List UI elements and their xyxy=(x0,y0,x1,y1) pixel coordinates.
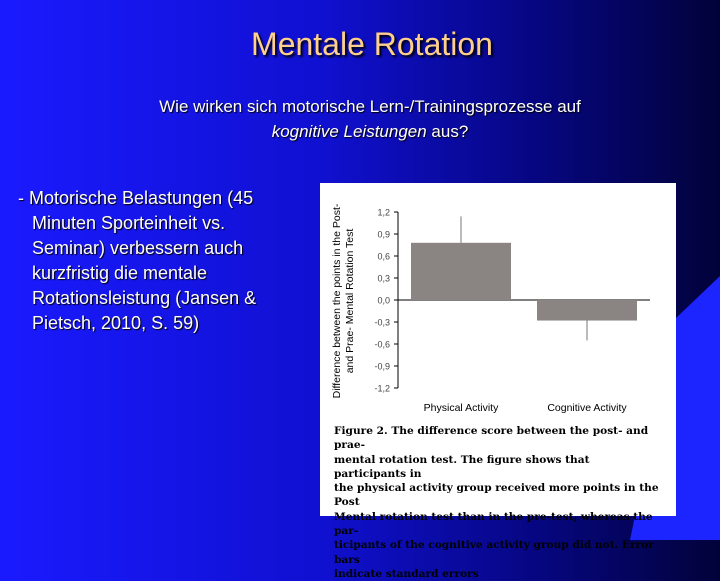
y-tick-label: 1,2 xyxy=(377,207,390,218)
y-tick-label: -0,6 xyxy=(374,339,390,350)
bullet-line: Seminar) verbessern auch xyxy=(32,238,244,258)
y-axis-label-line-1: Difference between the points in the Post- xyxy=(331,203,343,399)
bullet-line: Minuten Sporteinheit vs. xyxy=(32,213,226,233)
caption-line: ticipants of the cognitive activity group did not. Error bars xyxy=(334,539,654,566)
bullet-point xyxy=(18,186,298,336)
y-tick-label: -0,3 xyxy=(374,317,390,328)
caption-line: Mental rotation test than in the pre-test, whereas the par- xyxy=(334,510,653,538)
slide-title: Mentale Rotation xyxy=(251,26,493,62)
bullet-line: - Motorische Belastungen (45 xyxy=(18,188,254,208)
y-tick-label: 0,3 xyxy=(377,273,390,284)
bar xyxy=(537,300,637,321)
figure-caption xyxy=(334,424,664,581)
category-label: Physical Activity xyxy=(423,402,499,414)
caption-line: indicate standard errors xyxy=(334,567,479,580)
caption-line: Figure 2. The difference score between the post- and prae- xyxy=(334,425,649,452)
subtitle-line-2-rest: aus? xyxy=(426,122,469,141)
bar-chart xyxy=(320,183,676,423)
figure-panel xyxy=(320,183,676,580)
y-tick-label: 0,0 xyxy=(377,295,390,306)
category-label: Cognitive Activity xyxy=(547,402,627,414)
bar xyxy=(411,243,511,300)
caption-line: the physical activity group received more points in the Post xyxy=(334,482,659,509)
caption-line: mental rotation test. The figure shows that participants in xyxy=(334,453,590,480)
y-tick-label: -0,9 xyxy=(374,361,390,372)
y-tick-label: 0,6 xyxy=(377,251,390,262)
subtitle-line-1: Wie wirken sich motorische Lern-/Trainingsprozesse auf xyxy=(159,97,581,116)
y-tick-label: 0,9 xyxy=(377,229,390,240)
y-axis-label-line-2: and Prae- Mental Rotation Test xyxy=(344,228,356,374)
subtitle-italic-phrase: kognitive Leistungen xyxy=(271,122,427,141)
subtitle-line-2 xyxy=(60,119,680,144)
bullet-line: Rotationsleistung (Jansen & xyxy=(32,288,257,308)
y-tick-label: -1,2 xyxy=(374,383,390,394)
slide-subtitle xyxy=(60,94,680,144)
bullet-line: kurzfristig die mentale xyxy=(32,263,208,283)
bullet-line: Pietsch, 2010, S. 59) xyxy=(32,313,200,333)
